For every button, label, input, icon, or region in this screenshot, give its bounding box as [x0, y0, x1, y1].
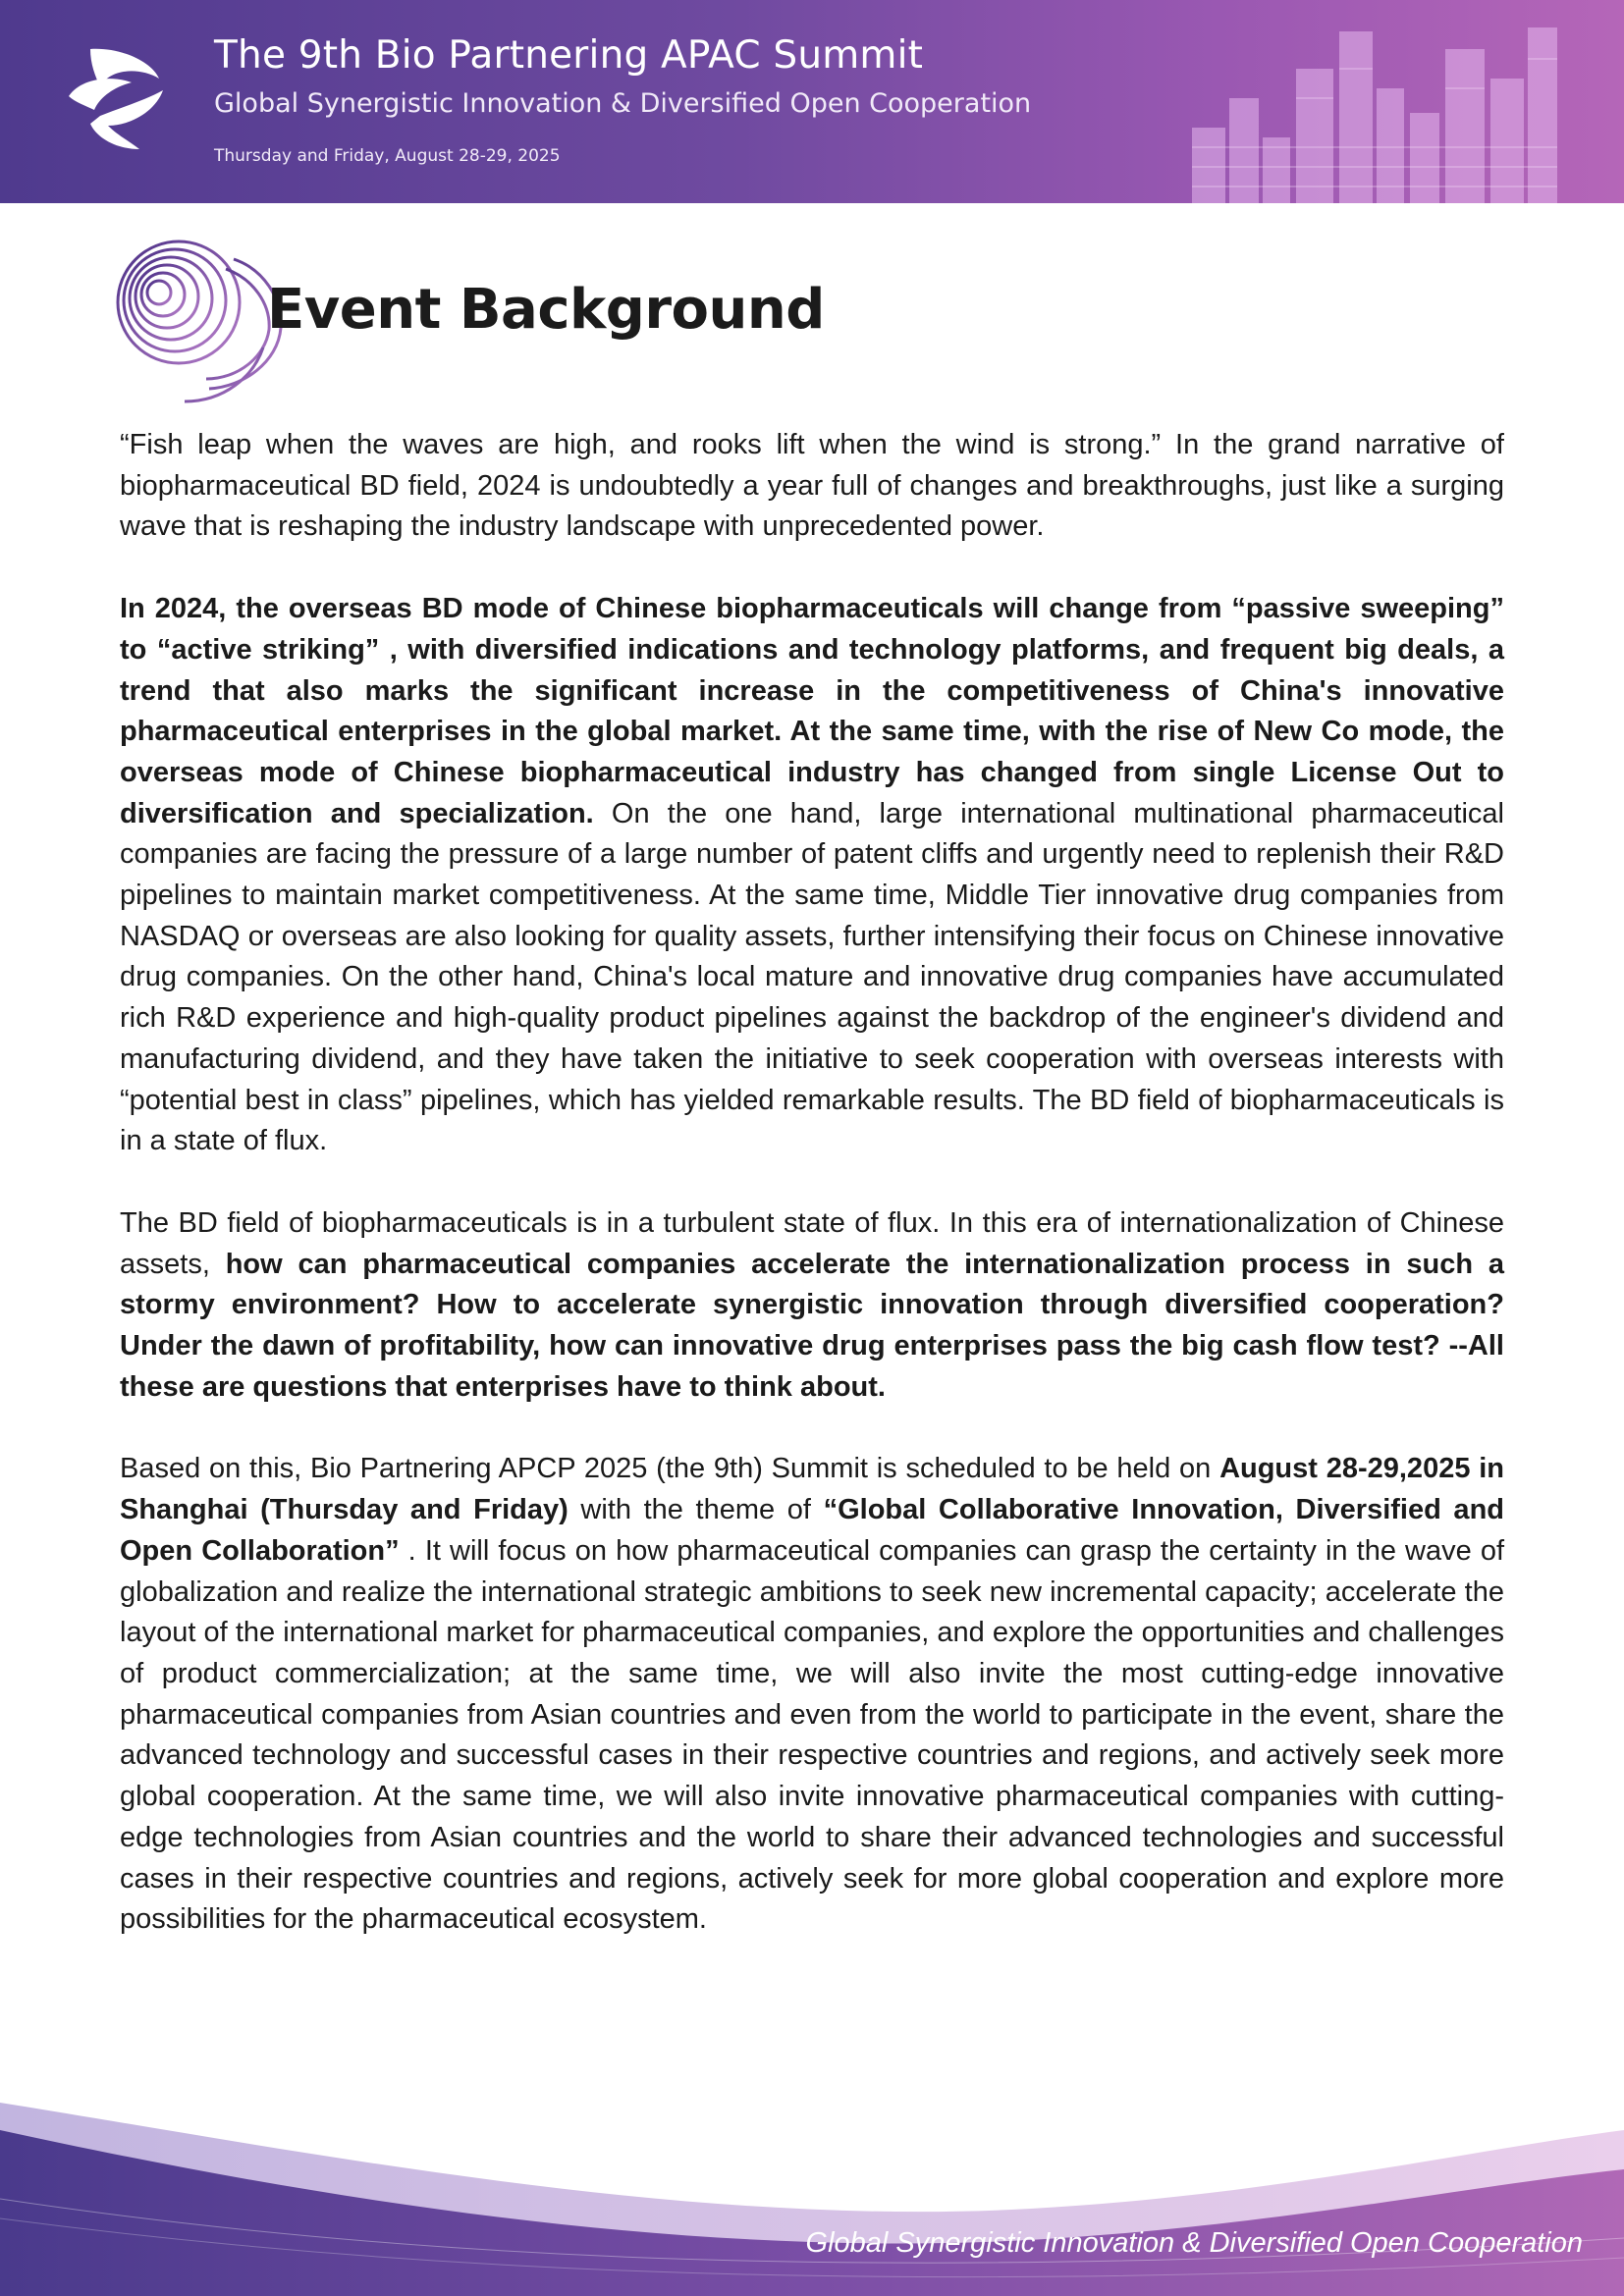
paragraph-bd-trend: [120, 589, 1504, 1162]
paragraph-questions: [120, 1203, 1504, 1409]
summit-logo-icon: [61, 39, 171, 155]
paragraph-text: . It will focus on how pharmaceutical companies can grasp the certainty in the wave of globalization and realize the international strategic ambitions to seek new incremental capacity; accelerate the layout of the international market for pharmaceutical companies, and explore the opportunities and challenges of product commercialization; at the same time, we will also invite the most cutting-edge innovative pharmaceutical companies from Asian countries and even from the world to participate in the event, share the advanced technology and successful cases in their respective countries and regions, and actively seek more global cooperation. At the same time, we will also invite innovative pharmaceutical companies with cutting-edge technologies from Asian countries and the world to share their advanced technologies and successful cases in their respective countries and regions, actively seek for more global cooperation and explore more possibilities for the pharmaceutical ecosystem.: [120, 1534, 1505, 1936]
summit-subtitle: Global Synergistic Innovation & Diversified Open Cooperation: [214, 88, 1032, 119]
footer-tagline: Global Synergistic Innovation & Diversified Open Cooperation: [805, 2227, 1583, 2259]
paragraph-intro: [120, 425, 1504, 548]
paragraph-bold-text: how can pharmaceutical companies accelerate the internationalization process in such a stormy environment? How to accelerate synergistic innovation through diversified cooperation? Under the dawn of profitability, how can innovative drug enterprises pass the big cash flow test? --All these are questions that enterprises have to think about.: [120, 1248, 1504, 1403]
page-header: [0, 0, 1624, 203]
paragraph-summit-info: [120, 1449, 1504, 1940]
paragraph-text: with the theme of: [568, 1494, 824, 1526]
city-skyline-icon: [1172, 20, 1565, 203]
summit-title: The 9th Bio Partnering APAC Summit: [214, 33, 924, 78]
event-background-body: [120, 425, 1504, 1982]
event-theme: “Global Collaborative Innovation, Diversified and Open Collaboration”: [120, 1494, 1504, 1567]
paragraph-text: On the one hand, large international multinational pharmaceutical companies are facing the pressure of a large number of patent cliffs and urgently need to replenish their R&D pipelines to maintain market competitiveness. At the same time, Middle Tier innovative drug companies from NASDAQ or overseas are also looking for quality assets, further intensifying their focus on Chinese innovative drug companies. On the other hand, China's local mature and innovative drug companies have accumulated rich R&D experience and high-quality product pipelines against the backdrop of the engineer's dividend and manufacturing dividend, and they have taken the initiative to seek cooperation with overseas interests with “potential best in class” pipelines, which has yielded remarkable results. The BD field of biopharmaceuticals is in a state of flux.: [120, 797, 1505, 1157]
paragraph-bold-text: In 2024, the overseas BD mode of Chinese biopharmaceuticals will change from “passive sweeping” to “active striking” , with diversified indications and technology platforms, and frequent big deals, a trend that also marks the significant increase in the competitiveness of China's innovative pharmaceutical enterprises in the global market. At the same time, with the rise of New Co mode, the overseas mode of Chinese biopharmaceutical industry has changed from single License Out to diversification and specialization.: [120, 593, 1504, 829]
paragraph-text: The BD field of biopharmaceuticals is in a turbulent state of flux. In this era of internationalization of Chinese assets,: [120, 1206, 1504, 1280]
summit-date: Thursday and Friday, August 28-29, 2025: [214, 146, 561, 166]
paragraph-text: “Fish leap when the waves are high, and rooks lift when the wind is strong.” In the grand narrative of biopharmaceutical BD field, 2024 is undoubtedly a year full of changes and breakthroughs, just like a surging wave that is reshaping the industry landscape with unprecedented power.: [120, 429, 1504, 543]
event-date-location: August 28-29,2025 in Shanghai (Thursday and Friday): [120, 1453, 1504, 1526]
paragraph-text: Based on this, Bio Partnering APCP 2025 (the 9th) Summit is scheduled to be held on: [120, 1453, 1220, 1485]
section-title: Event Background: [267, 278, 825, 342]
footer-wave: [0, 2091, 1624, 2296]
